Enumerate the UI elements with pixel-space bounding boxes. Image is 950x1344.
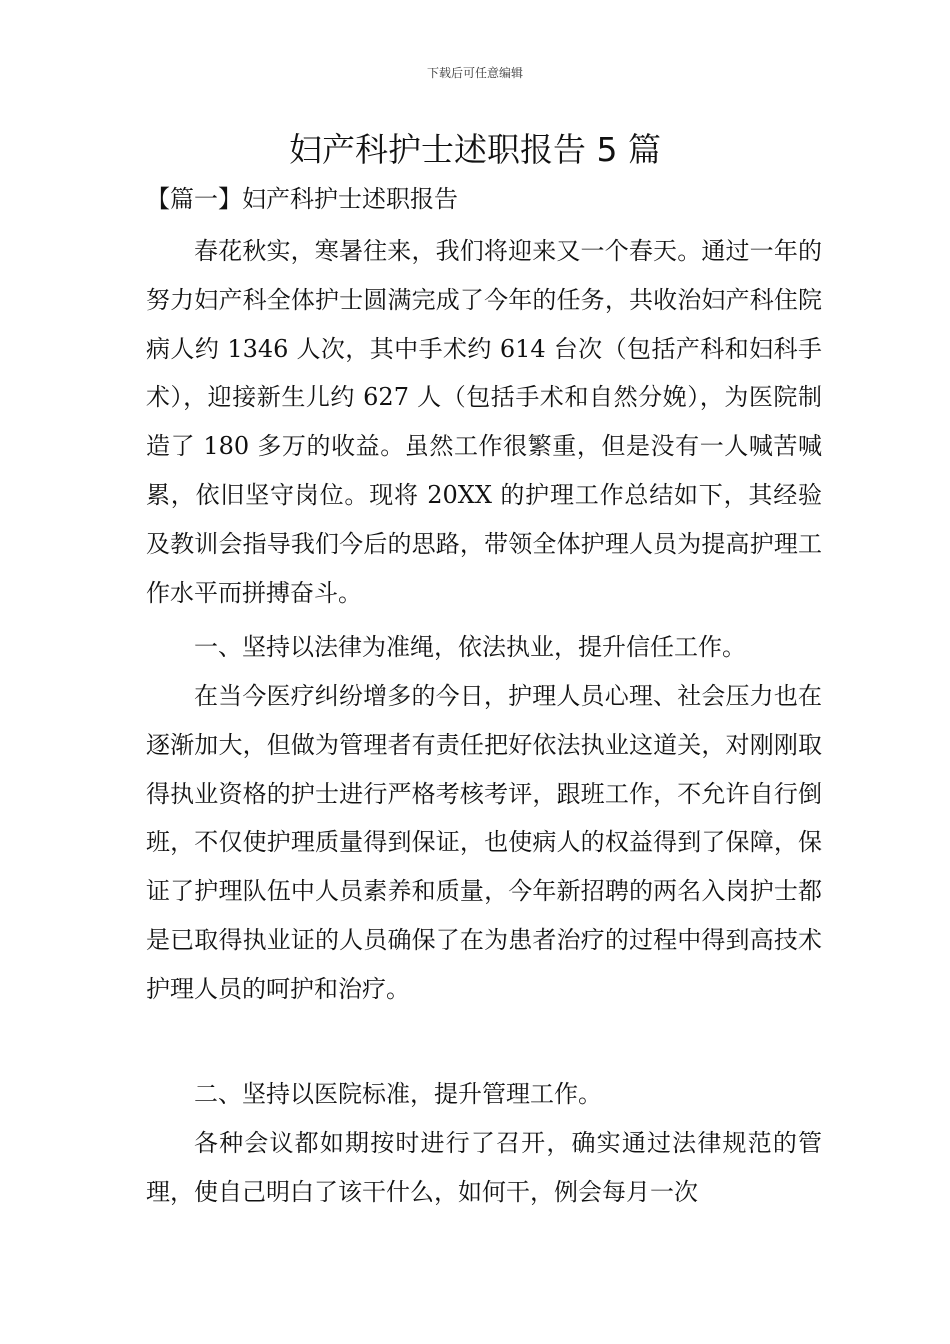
- body-section-two-text: [146, 1119, 822, 1217]
- body-section-two: [146, 1070, 822, 1119]
- body-section-one: [146, 623, 822, 672]
- page-header-note: 下载后可任意编辑: [426, 66, 523, 80]
- paragraph-intro: 春花秋实，寒暑往来，我们将迎来又一个春天。通过一年的努力妇产科全体护士圆满完成了今年的任务，共收治妇产科住院病人约 1346 人次，其中手术约 614 台次（包括产科和妇科手术），迎接新生儿约 627 人（包括手术和自然分娩），为医院制造了 180 多万的收益。虽然工作很繁重，但是没有一人喊苦喊累，依旧坚守岗位。现将 20XX 的护理工作总结如下，其经验及教训会指导我们今后的思路，带领全体护理人员为提高护理工作水平而拼搏奋斗。: [146, 237, 822, 607]
- section-heading: 【篇一】妇产科护士述职报告: [146, 185, 458, 213]
- paragraph-section-one: 在当今医疗纠纷增多的今日，护理人员心理、社会压力也在逐渐加大，但做为管理者有责任把好依法执业这道关，对刚刚取得执业资格的护士进行严格考核考评，跟班工作，不允许自行倒班，不仅使护理质量得到保证，也使病人的权益得到了保障，保证了护理队伍中人员素养和质量，今年新招聘的两名入岗护士都是已取得执业证的人员确保了在为患者治疗的过程中得到高技术护理人员的呵护和治疗。: [146, 682, 822, 1003]
- body-intro: [146, 227, 822, 617]
- body-section-one-text: [146, 672, 822, 1014]
- subheading-one: 一、坚持以法律为准绳，依法执业，提升信任工作。: [194, 633, 746, 661]
- document-title: 妇产科护士述职报告 5 篇: [289, 130, 661, 169]
- paragraph-section-two: 各种会议都如期按时进行了召开，确实通过法律规范的管理，使自己明白了该干什么，如何干，例会每月一次: [146, 1129, 822, 1206]
- subheading-two: 二、坚持以医院标准，提升管理工作。: [194, 1080, 602, 1108]
